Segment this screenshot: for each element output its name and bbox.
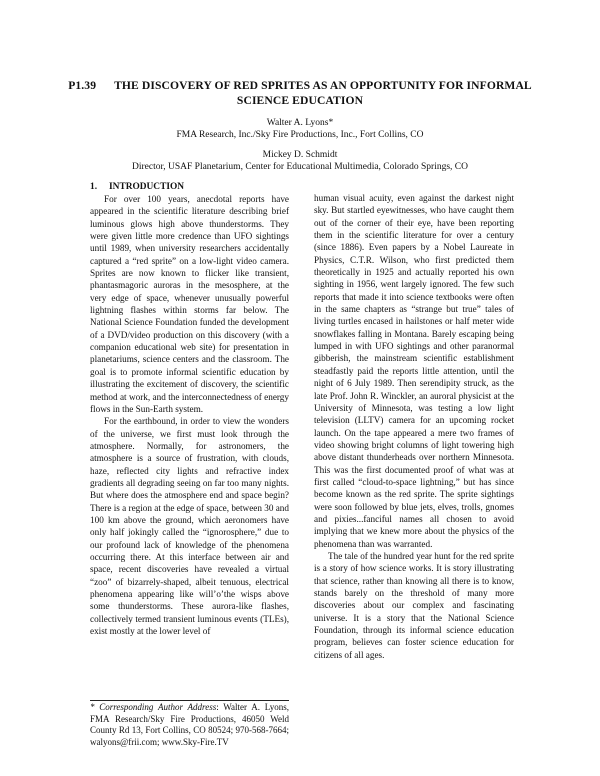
author-1-affiliation: FMA Research, Inc./Sky Fire Productions, Inc., Fort Collins, CO xyxy=(176,130,424,140)
footnote-text: : Walter A. Lyons, FMA Research/Sky Fire Productions, 46050 Weld County Rd 13, Fort Collins, CO 80524; 970-568-7664; walyons@frii.com; www.Sky-Fire.TV xyxy=(90,702,289,747)
footnote-label: * Corresponding Author Address xyxy=(90,702,217,712)
section-title: INTRODUCTION xyxy=(109,182,185,192)
right-column xyxy=(314,192,514,661)
section-number: 1. xyxy=(90,182,98,192)
author-2-affiliation: Director, USAF Planetarium, Center for Educational Multimedia, Colorado Springs, CO xyxy=(131,162,469,172)
paper-title: THE DISCOVERY OF RED SPRITES AS AN OPPORTUNITY FOR INFORMAL SCIENCE EDUCATION xyxy=(114,79,532,107)
section-heading xyxy=(90,181,289,193)
paper-number: P1.39 xyxy=(68,79,97,92)
paper-title-block xyxy=(60,78,540,108)
body-paragraph: For the earthbound, in order to view the wonders of the universe, we first must look through the atmosphere. Normally, for astronomers, the atmosphere is a source of frustration, with clouds, haze, reflected city lights and refractive index gradients all degrading seeing on far too many nights. But where does the atmosphere end and space begin? There is a region at the edge of space, between 30 and 100 km above the ground, which aeronomers have only half jokingly called the “ignorosphere,” due to our profound lack of knowledge of the phenomena occurring there. At this interface between air and space, recent discoveries have revealed a virtual “zoo” of bizarrely-shaped, albeit tenuous, electrical phenomena appearing like will’o’the wisps above some thunderstorms. These aurora-like flashes, collectively termed transient luminous events (TLEs), exist mostly at the lower level of xyxy=(90,416,289,637)
author-2-name: Mickey D. Schmidt xyxy=(262,150,338,160)
body-paragraph: human visual acuity, even against the darkest night sky. But startled eyewitnesses, who have caught them out of the corner of their eye, have been reporting them in the scientific literature for over a century (since 1886). Even papers by a Nobel Laureate in Physics, C.T.R. Wilson, who first predicted them theoretically in 1925 and actually reported his own sighting in 1956, went largely ignored. The few such reports that made it into science textbooks were often in the same chapters as “strange but true” tales of living turtles encased in hailstones or half meter wide snowflakes falling in Montana. Barely escaping being lumped in with UFO sightings and other paranormal gibberish, the mainstream scientific establishment steadfastly paid the reports little attention, until the night of 6 July 1989. Then serendipity struck, as the late Prof. John R. Winckler, an auroral physicist at the University of Minnesota, was testing a low light television (LLTV) camera for an upcoming rocket launch. On the tape appeared a mere two frames of video showing bright columns of light towering high above distant thunderheads over northern Minnesota. This was the first documented proof of what was at first called “cloud-to-space lightning,” but has since become known as the red sprite. The sprite sightings were soon followed by blue jets, elves, trolls, gnomes and pixies...fanciful names all chosen to avoid implying that we knew more about the physics of the phenomena than was warranted. xyxy=(314,193,514,549)
footnote xyxy=(90,702,289,748)
body-paragraph: The tale of the hundred year hunt for the red sprite is a story of how science works. It is story illustrating that science, rather than knowing all there is to know, stands barely on the threshold of many more discoveries about our complex and fascinating universe. It is a story that the National Science Foundation, through its informal science education program, believes can foster science education for citizens of all ages. xyxy=(314,550,514,660)
left-column xyxy=(90,181,289,637)
author-1-name: Walter A. Lyons* xyxy=(266,118,334,128)
footnote-rule xyxy=(90,700,289,701)
body-paragraph: For over 100 years, anecdotal reports have appeared in the scientific literature describing brief luminous glows high above thunderstorms. They were given little more credence than UFO sightings until 1989, when university researchers accidentally captured a “red sprite” on a low-light video camera. Sprites are now known to flicker like transient, phantasmagoric auroras in the mesosphere, at the very edge of space, whenever unusually powerful lightning flashes within storms far below. The National Science Foundation funded the development of a DVD/video production on this discovery (with a companion educational web site) for presentation in planetariums, science centers and the classroom. The goal is to promote informal scientific education by illustrating the excitement of discovery, the scientific method at work, and the interconnectedness of energy flows in the Sun-Earth system. xyxy=(90,194,289,414)
